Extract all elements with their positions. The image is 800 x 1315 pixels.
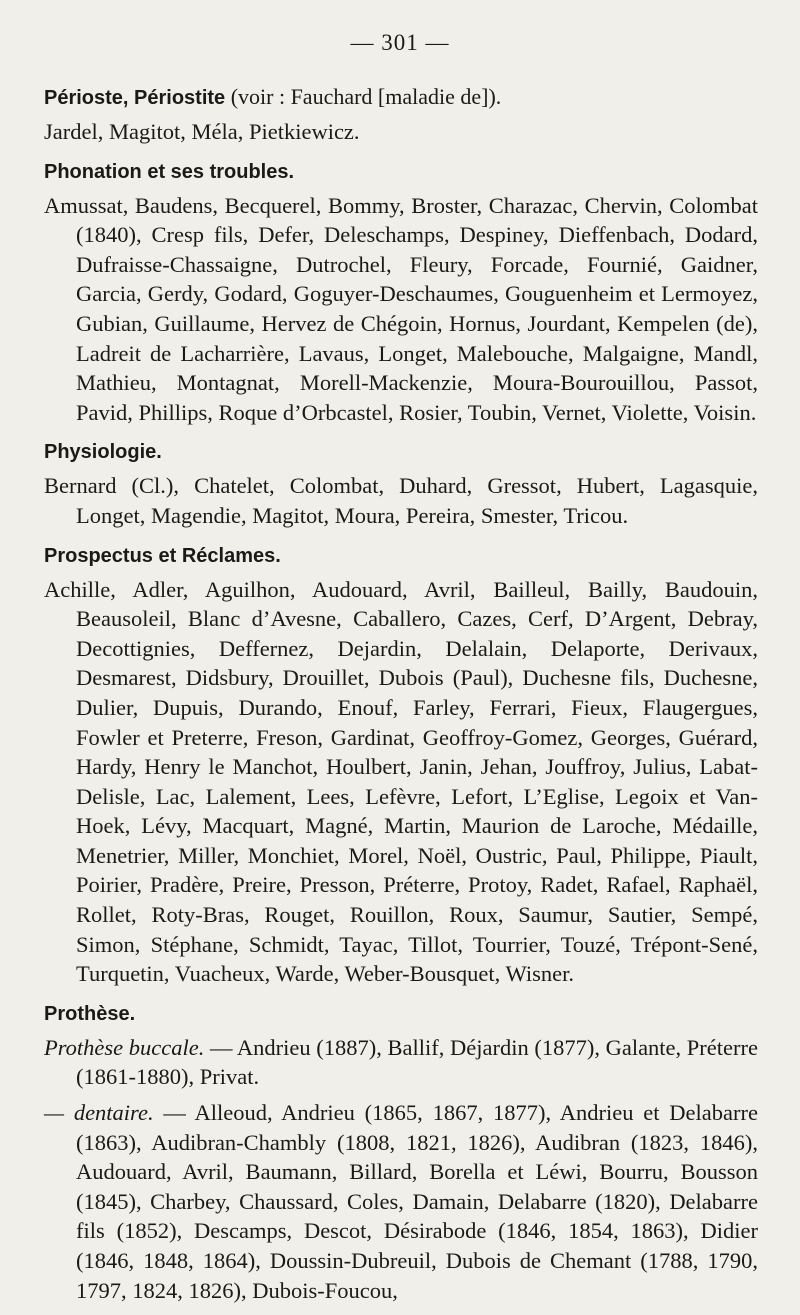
section-title: Prospectus et Réclames. [44,544,281,567]
entry-lead: — dentaire. [44,1100,154,1126]
entry-prothese-buccale [44,1033,758,1092]
section-note: (voir : Fauchard [maladie de]). [225,84,502,109]
entry-perioste-authors [44,117,758,147]
entry-prothese-dentaire [44,1098,758,1305]
section-title: Périoste, Périostite [44,87,226,109]
section-heading-perioste [44,82,758,113]
section-title: Prothèse. [44,1002,136,1025]
entry-text: Achille, Adler, Aguilhon, Audouard, Avril, Bailleul, Bailly, Baudouin, Beausoleil, Blanc d’Avesne, Caballero, Cazes, Cerf, D’Argent, Debray, Decottignies, Deffernez, Dejardin, Delalain, Delaporte, Derivaux, Desmarest, Didsbury, Drouillet, Dubois (Paul), Duchesne fils, Duchesne, Dulier, Dupuis, Durando, Enouf, Farley, Ferrari, Fieux, Flaugergues, Fowler et Preterre, Freson, Gardinat, Geoffroy-Gomez, Georges, Guérard, Hardy, Henry le Manchot, Houlbert, Janin, Jehan, Jouffroy, Julius, Labat-Delisle, Lac, Lalement, Lees, Lefèvre, Lefort, L’Eglise, Legoix et Van-Hoek, Lévy, Macquart, Magné, Martin, Maurion de Laroche, Médaille, Menetrier, Miller, Monchiet, Morel, Noël, Oustric, Paul, Philippe, Piault, Poirier, Pradère, Preire, Presson, Préterre, Protoy, Radet, Rafael, Raphaël, Rollet, Roty-Bras, Rouget, Rouillon, Roux, Saumur, Sautier, Sempé, Simon, Stéphane, Schmidt, Tayac, Tillot, Tourrier, Touzé, Trépont-Sené, Turquetin, Vuacheux, Warde, Weber-Bousquet, Wisner. [44,576,758,987]
page-number: — 301 — [350,30,450,55]
entry-prospectus-authors [44,575,758,989]
entry-text: Bernard (Cl.), Chatelet, Colombat, Duhard, Gressot, Hubert, Lagasquie, Longet, Magendie, Magitot, Moura, Pereira, Smester, Tricou. [44,473,758,528]
entry-lead: Prothèse buccale. [44,1034,205,1060]
index-content [44,82,758,1311]
section-heading-prothese [44,999,758,1029]
entry-text: — Alleoud, Andrieu (1865, 1867, 1877), Andrieu et Delabarre (1863), Audibran-Chambly (1808, 1821, 1826), Audibran (1823, 1846), Audouard, Avril, Baumann, Billard, Borella et Léwi, Bourru, Bousson (1845), Charbey, Chaussard, Coles, Damain, Delabarre (1820), Delabarre fils (1852), Descamps, Descot, Désirabode (1846, 1854, 1863), Didier (1846, 1848, 1864), Doussin-Dubreuil, Dubois de Chemant (1788, 1790, 1797, 1824, 1826), Dubois-Foucou, [76,1100,758,1303]
entry-physiologie-authors [44,471,758,530]
section-heading-physiologie [44,437,758,467]
section-title: Phonation et ses troubles. [44,160,295,183]
entry-phonation-authors [44,191,758,428]
section-title: Physiologie. [44,441,162,464]
section-heading-prospectus [44,541,758,571]
section-heading-phonation [44,157,758,187]
entry-text: — Andrieu (1887), Ballif, Déjardin (1877), Galante, Préterre (1861-1880), Privat. [76,1034,758,1090]
entry-text: Jardel, Magitot, Méla, Pietkiewicz. [44,119,360,144]
entry-text: Amussat, Baudens, Becquerel, Bommy, Broster, Charazac, Chervin, Colombat (1840), Cresp fils, Defer, Deleschamps, Despiney, Dieffenbach, Dodard, Dufraisse-Chassaigne, Dutrochel, Fleury, Forcade, Fournié, Gaidner, Garcia, Gerdy, Godard, Goguyer-Deschaumes, Gouguenheim et Lermoyez, Gubian, Guillaume, Hervez de Chégoin, Hornus, Jourdant, Kempelen (de), Ladreit de Lacharrière, Lavaus, Longet, Malebouche, Malgaigne, Mandl, Mathieu, Montagnat, Morell-Mackenzie, Moura-Bourouillou, Passot, Pavid, Phillips, Roque d’Orbcastel, Rosier, Toubin, Vernet, Violette, Voisin. [44,192,758,425]
